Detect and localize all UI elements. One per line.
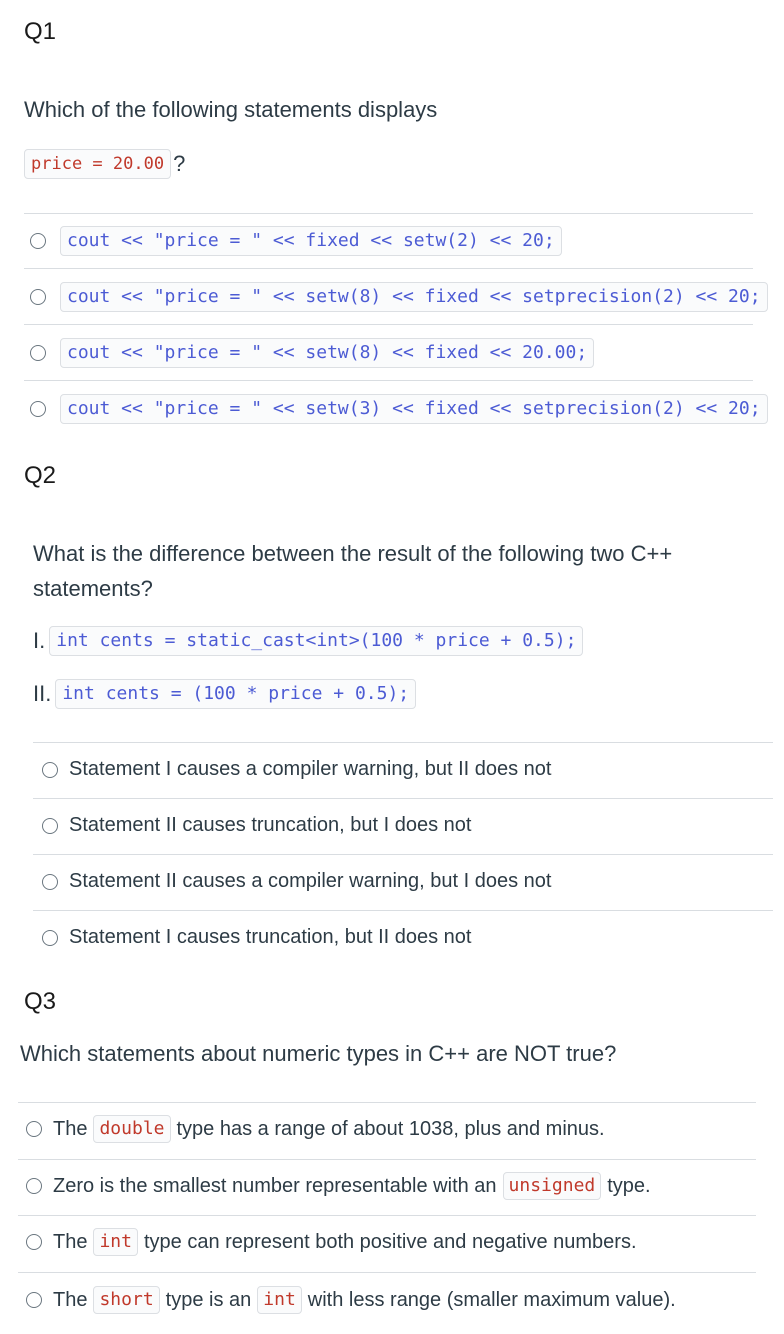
q1-option-1-radio[interactable] — [30, 233, 46, 249]
q2-option-1-text: Statement I causes a compiler warning, but II does not — [69, 758, 552, 780]
q1-option-3[interactable] — [30, 338, 594, 368]
q2-divider — [33, 742, 773, 743]
q3-option-2-pre: Zero is the smallest number representable with an — [53, 1174, 497, 1197]
q3-option-1-post: type has a range of about 10 — [176, 1117, 432, 1140]
q3-option-1-code: double — [93, 1115, 170, 1143]
q2-option-3[interactable] — [42, 870, 551, 893]
q1-option-1-code: cout << "price = " << fixed << setw(2) << 20; — [60, 226, 562, 256]
q2-option-1[interactable] — [42, 758, 551, 781]
q3-option-1[interactable]: The double type has a range of about 10 38 , plus and minus. — [26, 1115, 605, 1143]
q1-option-4-code: cout << "price = " << setw(3) << fixed << setprecision(2) << 20; — [60, 394, 768, 424]
q2-option-4-radio[interactable] — [42, 930, 58, 946]
q2-statement-1 — [33, 626, 583, 656]
q3-divider — [18, 1159, 756, 1160]
q3-title: Q3 — [24, 988, 57, 1015]
q2-divider — [33, 798, 773, 799]
q2-statement-1-label: I. — [33, 628, 46, 653]
q3-option-3-post: type can represent both positive and negative numbers. — [143, 1230, 637, 1253]
q2-option-2-text: Statement II causes truncation, but I does not — [69, 814, 472, 836]
q2-option-2-radio[interactable] — [42, 818, 58, 834]
q3-divider — [18, 1102, 756, 1103]
q2-option-1-radio[interactable] — [42, 762, 58, 778]
q3-divider — [18, 1272, 756, 1273]
q1-option-3-code: cout << "price = " << setw(8) << fixed << 20.00; — [60, 338, 594, 368]
q3-option-1-pre: The — [53, 1117, 88, 1140]
q2-divider — [33, 854, 773, 855]
q1-option-1[interactable] — [30, 226, 562, 256]
q2-title: Q2 — [24, 462, 57, 489]
q1-divider — [24, 380, 753, 381]
q3-option-2-code: unsigned — [503, 1172, 602, 1200]
q1-divider — [24, 213, 753, 214]
q2-statement-2-label: II. — [33, 681, 52, 706]
q2-statement-2-code: int cents = (100 * price + 0.5); — [55, 679, 416, 709]
q3-prompt: Which statements about numeric types in C++ are NOT true? — [20, 1041, 617, 1066]
q2-statement-1-code: int cents = static_cast<int>(100 * price + 0.5); — [49, 626, 583, 656]
q2-option-2[interactable] — [42, 814, 471, 837]
q3-option-1-radio[interactable] — [26, 1121, 42, 1137]
q3-option-1-post2: , plus and minus. — [453, 1117, 605, 1140]
q3-option-3-radio[interactable] — [26, 1234, 42, 1250]
q3-option-4-post: type is an — [165, 1288, 252, 1311]
q3-option-4-post2: with less range (smaller maximum value). — [307, 1288, 676, 1311]
q3-option-3-pre: The — [53, 1230, 88, 1253]
q3-option-2-radio[interactable] — [26, 1178, 42, 1194]
q1-prompt: Which of the following statements displays — [24, 97, 438, 122]
q1-prompt-code-line — [24, 149, 185, 179]
q3-option-4-code2: int — [257, 1286, 302, 1314]
q3-option-4-radio[interactable] — [26, 1292, 42, 1308]
q1-prompt-suffix: ? — [173, 151, 186, 176]
q1-option-3-radio[interactable] — [30, 345, 46, 361]
q2-option-4[interactable] — [42, 926, 471, 949]
q1-divider — [24, 324, 753, 325]
q3-option-4-code: short — [93, 1286, 159, 1314]
q1-option-2[interactable] — [30, 282, 768, 312]
q2-prompt: What is the difference between the result of the following two C++ statements? — [33, 541, 673, 601]
q1-divider — [24, 268, 753, 269]
q1-option-4[interactable] — [30, 394, 768, 424]
q3-divider — [18, 1215, 756, 1216]
q3-option-2[interactable] — [26, 1172, 651, 1200]
q2-option-3-text: Statement II causes a compiler warning, but I does not — [69, 870, 552, 892]
q2-option-4-text: Statement I causes truncation, but II does not — [69, 926, 472, 948]
q1-option-2-radio[interactable] — [30, 289, 46, 305]
q2-statement-2 — [33, 679, 416, 709]
q1-option-2-code: cout << "price = " << setw(8) << fixed << setprecision(2) << 20; — [60, 282, 768, 312]
q2-option-3-radio[interactable] — [42, 874, 58, 890]
q2-divider — [33, 910, 773, 911]
q3-option-3[interactable] — [26, 1228, 637, 1256]
q3-option-4[interactable] — [26, 1286, 676, 1314]
q3-option-3-code: int — [93, 1228, 138, 1256]
q3-option-2-post: type. — [607, 1174, 651, 1197]
q1-option-4-radio[interactable] — [30, 401, 46, 417]
q3-option-4-pre: The — [53, 1288, 88, 1311]
q1-prompt-code: price = 20.00 — [24, 149, 171, 179]
q1-title: Q1 — [24, 18, 57, 45]
